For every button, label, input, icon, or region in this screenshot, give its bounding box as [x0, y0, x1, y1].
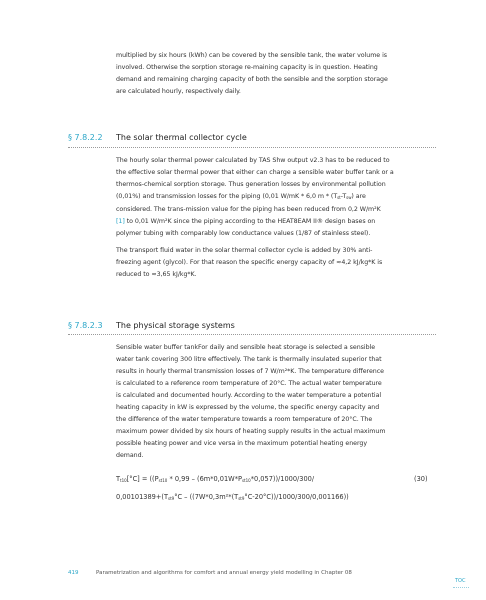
- equation-text: *0,057))/1000/300/: [250, 475, 315, 483]
- paragraph-line: heating capacity in kW is expressed by the volume, the specific energy capacity and: [116, 404, 380, 411]
- toc-underline: [453, 587, 469, 588]
- equation-text: °C-20°C))/1000/300/0,001166)): [244, 493, 349, 501]
- paragraph-line: thermos-chemical sorption storage. Thus generation losses by environmental pollution: [116, 181, 386, 188]
- page-number: 419: [68, 570, 79, 576]
- paragraph-line: The transport fluid water in the solar thermal collector cycle is added by 30% anti-: [116, 247, 373, 254]
- paragraph-line: is calculated and documented hourly. According to the water temperature a potential: [116, 392, 382, 399]
- subscript: st: [337, 195, 341, 200]
- subscript: st10: [158, 478, 168, 483]
- paragraph-line: possible heating power and vice versa in the maximum potential heating energy: [116, 440, 368, 447]
- paragraph-line: results in hourly thermal transmission losses of 7 W/m²*K. The temperature difference: [116, 368, 384, 375]
- intro-line: multiplied by six hours (kWh) can be covered by the sensible tank, the water volume is: [116, 52, 388, 59]
- section-title: The physical storage systems: [116, 321, 235, 330]
- equation-text: 0,00101389+(T: [116, 493, 168, 501]
- paragraph-line: considered. The trans-mission value for the piping has been reduced from 0,2 W/m²K: [116, 206, 381, 213]
- paragraph-line: demand.: [116, 452, 144, 459]
- section-divider: [68, 334, 436, 335]
- paragraph-line: the difference of the water temperature towards a room temperature of 20°C. The: [116, 416, 373, 423]
- subscript: st9: [238, 496, 245, 501]
- subscript: st9: [167, 496, 175, 501]
- paragraph-line: maximum power divided by six hours of heating supply results in the actual maximum: [116, 428, 386, 435]
- paragraph-line: Sensible water buffer tankFor daily and sensible heat storage is selected a sensible: [116, 344, 376, 351]
- intro-line: involved. Otherwise the sorption storage re-maining capacity is in question. Heating: [116, 64, 378, 71]
- section2-paragraph1: [116, 342, 436, 462]
- paragraph-text: to 0,01 W/m²K since the piping according to the HEAT8EAM II® design bases on: [126, 218, 376, 225]
- paragraph-text: ) are: [351, 193, 366, 200]
- toc-link[interactable]: TOC: [455, 578, 466, 584]
- subscript: sw: [346, 195, 352, 200]
- paragraph-line: is calculated to a reference room temperature of 20°C. The actual water temperature: [116, 380, 382, 387]
- equation-text: [°C] = ((P: [126, 475, 159, 483]
- paragraph-line: the effective solar thermal power that either can charge a sensible water buffer tank or a: [116, 169, 394, 176]
- equation-line-2: [116, 492, 349, 504]
- paragraph-line: The hourly solar thermal power calculated by TAS Shw output v2.3 has to be reduced to: [116, 157, 390, 164]
- subscript: t10: [120, 478, 127, 483]
- equation-text: * 0,99 – (6m*0,01W*P: [167, 475, 242, 483]
- section1-paragraph2: [116, 245, 436, 281]
- paragraph-line: water tank covering 300 litre effectively. The tank is thermally insulated superior that: [116, 356, 382, 363]
- citation-link[interactable]: [1]: [116, 218, 125, 225]
- intro-line: are calculated hourly, respectively daily.: [116, 88, 241, 95]
- paragraph-text: (0,01%) and transmission losses for the piping (0,01 W/mK * 6,0 m * (T: [116, 193, 338, 200]
- paragraph-line: freezing agent (glycol). For that reason the specific energy capacity of ≈4,2 kJ/kg*K is: [116, 259, 383, 266]
- subscript: st10: [241, 478, 251, 483]
- intro-line: demand and remaining charging capacity of both the sensible and the sorption storage: [116, 76, 388, 83]
- equation-text: °C – ((7W*0,3m²*(T: [174, 493, 239, 501]
- paragraph-line: polymer tubing with comparably low conductance values (1/87 of stainless steel).: [116, 230, 371, 237]
- running-footer: Parametrization and algorithms for comfort and annual energy yield modelling in Chapter 08: [96, 570, 352, 576]
- section-divider: [68, 147, 436, 148]
- section1-paragraph1: [116, 155, 436, 240]
- equation-line-1: [116, 474, 314, 486]
- paragraph-line: reduced to ≈3,65 kJ/kg*K.: [116, 271, 197, 278]
- equation-number: (30): [414, 475, 428, 483]
- section-number: § 7.8.2.2: [68, 133, 103, 142]
- intro-paragraph: [116, 50, 436, 98]
- paragraph-line: (0,01%) and transmission losses for the piping (0,01 W/mK * 6,0 m * $(T_{st}-T_{sw})$ are: [116, 193, 366, 200]
- section-title: The solar thermal collector cycle: [116, 133, 247, 142]
- equation-text: T: [116, 475, 121, 483]
- paragraph-line: [116, 216, 436, 228]
- section-number: § 7.8.2.3: [68, 321, 103, 330]
